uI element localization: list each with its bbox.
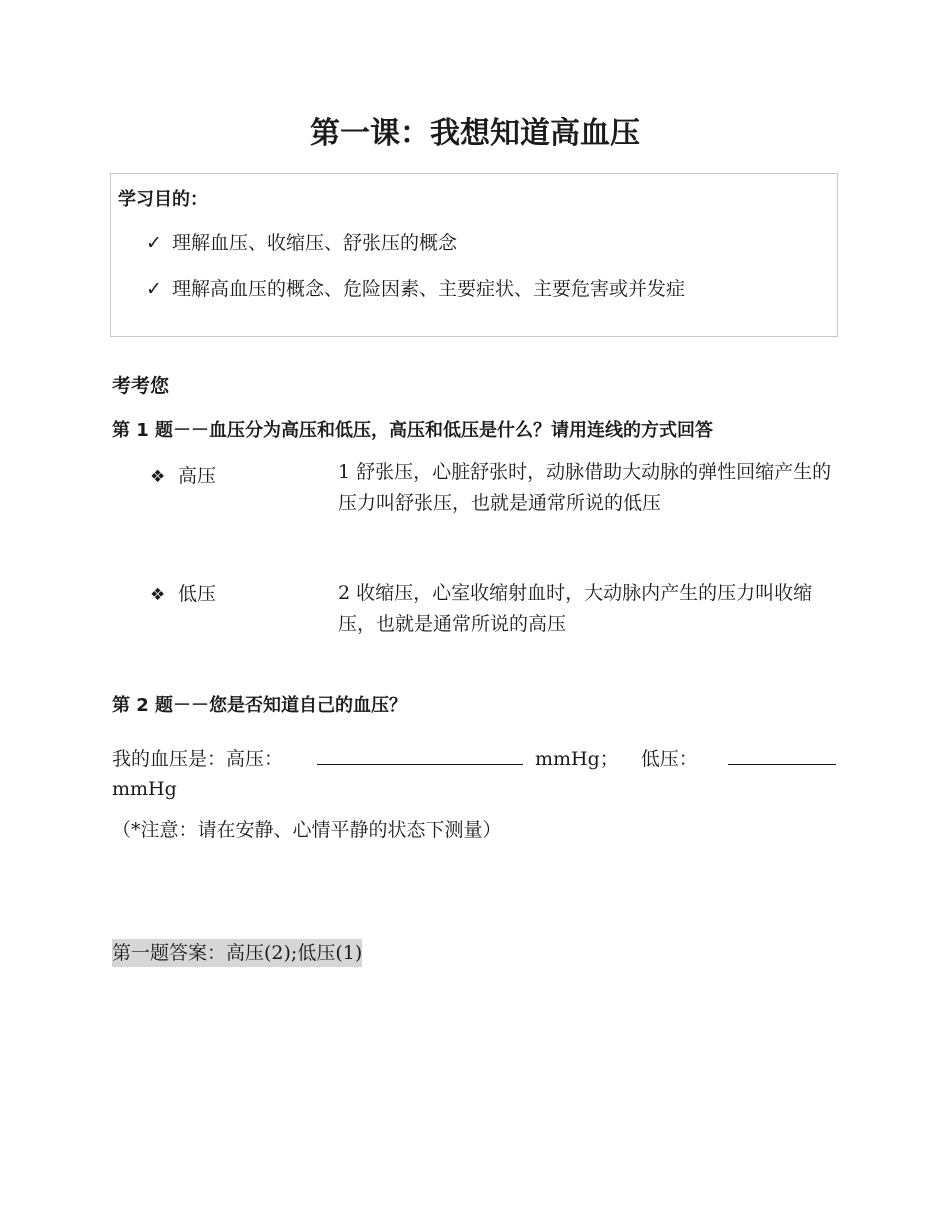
question-1-heading: 第 1 题－－血压分为高压和低压，高压和低压是什么？请用连线的方式回答 (112, 420, 714, 441)
objectives-heading: 学习目的： (118, 189, 208, 210)
bp-prefix: 我的血压是：高压： (112, 748, 284, 770)
low-pressure-blank[interactable] (728, 742, 836, 765)
diamond-bullet-icon: ❖ (150, 585, 166, 605)
match-right-item-systolic: 2 收缩压，心室收缩射血时，大动脉内产生的压力叫收缩压，也就是通常所说的高压 (338, 582, 813, 635)
blood-pressure-fill-line (112, 742, 838, 804)
check-icon: ✓ (146, 278, 162, 300)
high-pressure-blank[interactable] (317, 742, 523, 765)
page-title: 第一课：我想知道高血压 (310, 116, 640, 151)
check-icon: ✓ (146, 232, 162, 254)
match-left-item-low (150, 580, 216, 609)
objective-item (146, 230, 457, 256)
objective-text: 理解血压、收缩压、舒张压的概念 (172, 232, 458, 254)
match-left-label: 低压 (178, 583, 217, 605)
question-2-heading: 第 2 题－－您是否知道自己的血压？ (112, 695, 408, 716)
bp-unit-high: mmHg； (535, 748, 619, 770)
diamond-bullet-icon: ❖ (150, 467, 166, 487)
objective-item (146, 276, 685, 302)
match-left-item-high (150, 462, 216, 491)
objective-text: 理解高血压的概念、危险因素、主要症状、主要危害或并发症 (172, 278, 686, 300)
bp-unit-low: mmHg (112, 778, 177, 800)
measurement-note: （*注意：请在安静、心情平静的状态下测量） (112, 819, 502, 841)
quiz-heading: 考考您 (112, 375, 170, 397)
answer-key: 第一题答案：高压(2);低压(1) (112, 939, 362, 967)
match-left-label: 高压 (178, 465, 217, 487)
objectives-box (110, 173, 838, 337)
match-right-item-diastolic: 1 舒张压，心脏舒张时，动脉借助大动脉的弹性回缩产生的压力叫舒张压，也就是通常所说的低压 (338, 461, 832, 514)
bp-low-label: 低压： (640, 748, 698, 770)
